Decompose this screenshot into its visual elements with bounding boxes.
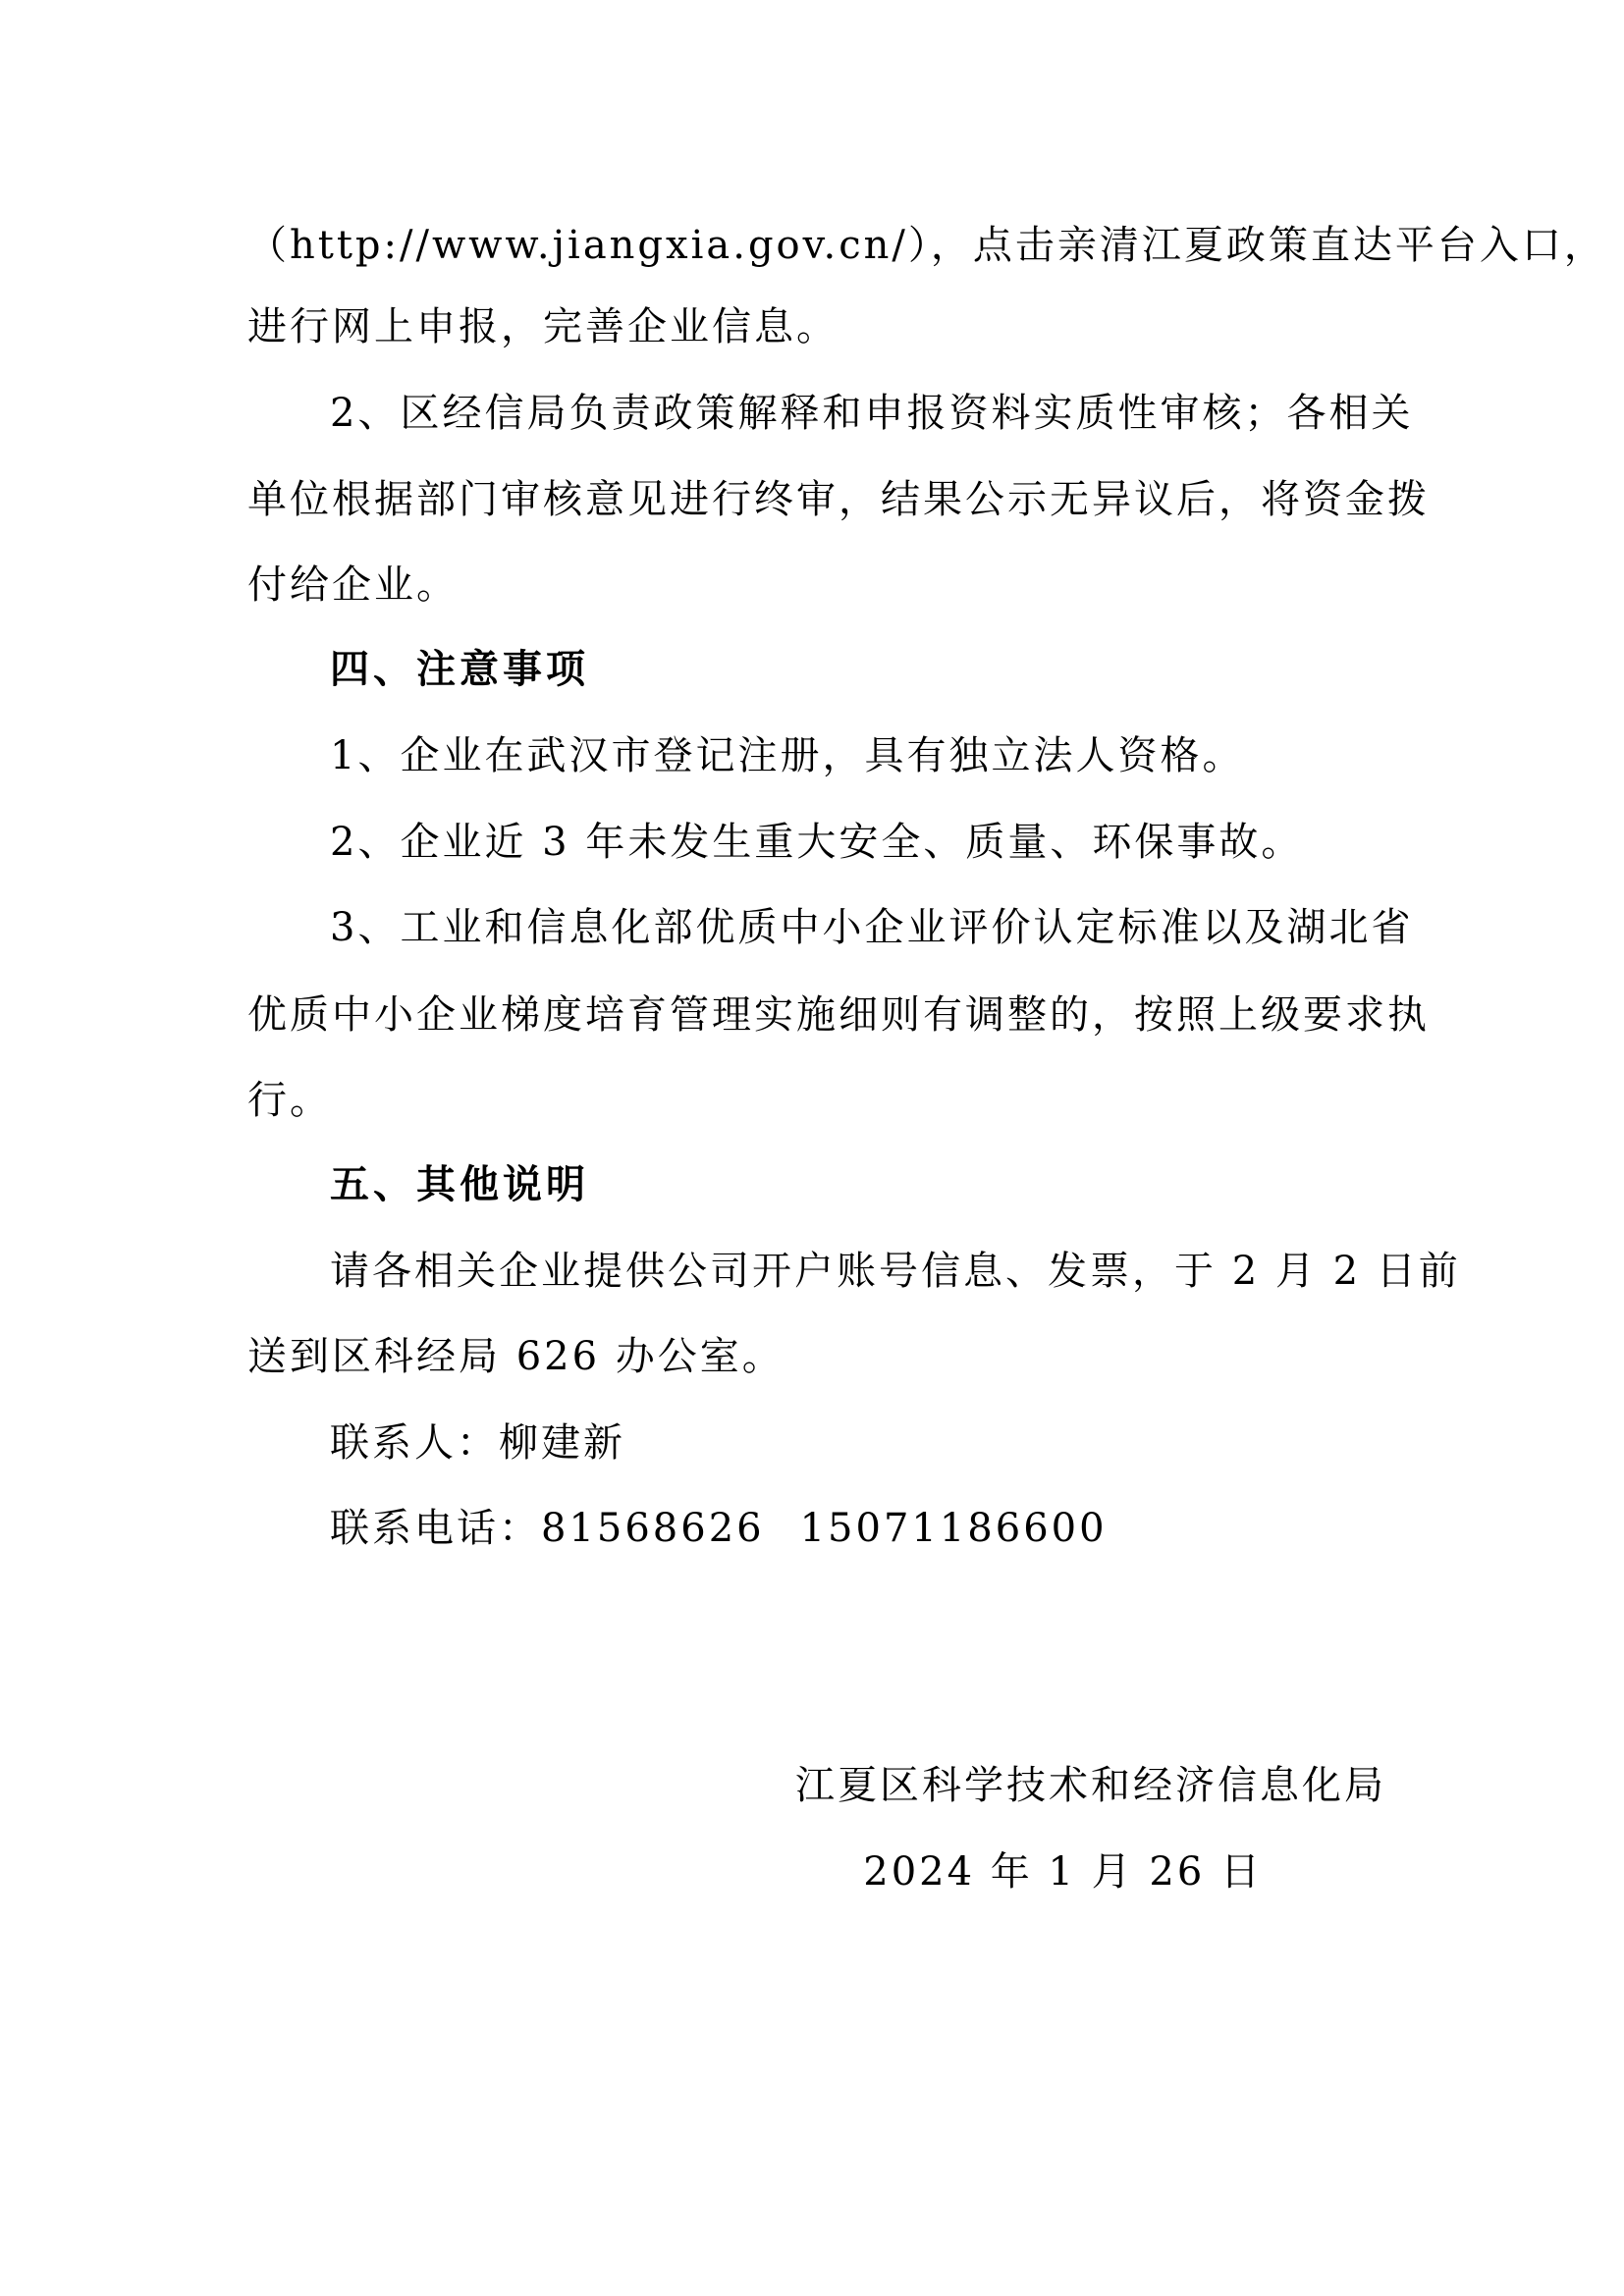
paragraph-1-line-2: 进行网上申报，完善企业信息。 (247, 304, 839, 349)
contact-person-label: 联系人： (330, 1420, 499, 1466)
section-4-item-3-line-1: 3、工业和信息化部优质中小企业评价认定标准以及湖北省 (330, 905, 1414, 950)
section-4-item-3-line-3: 行。 (247, 1078, 332, 1123)
section-5-heading: 五、其他说明 (330, 1162, 589, 1207)
section-4-item-2: 2、企业近 3 年未发生重大安全、质量、环保事故。 (330, 820, 1304, 865)
contact-phone-label: 联系电话： (330, 1506, 541, 1551)
paragraph-2-line-2: 单位根据部门审核意见进行终审，结果公示无异议后，将资金拨 (247, 477, 1430, 522)
section-5-body-line-2: 送到区科经局 626 办公室。 (247, 1334, 785, 1379)
contact-phone-1: 81568626 (541, 1506, 765, 1551)
contact-phone-2: 15071186600 (799, 1506, 1108, 1551)
section-4-item-3-line-2: 优质中小企业梯度培育管理实施细则有调整的，按照上级要求执 (247, 992, 1430, 1038)
contact-person-row (330, 1419, 1386, 1467)
paragraph-2-line-3: 付给企业。 (247, 562, 459, 608)
section-5-body-line-1: 请各相关企业提供公司开户账号信息、发票，于 2 月 2 日前 (330, 1249, 1461, 1294)
paragraph-1-line-1: （http://www.jiangxia.gov.cn/），点击亲清江夏政策直达平台入口， (247, 223, 1606, 268)
contact-phone-row (330, 1505, 1386, 1552)
section-4-heading: 四、注意事项 (330, 647, 589, 692)
signature-date: 2024 年 1 月 26 日 (863, 1849, 1263, 1895)
contact-person-name: 柳建新 (499, 1420, 625, 1466)
section-4-item-1: 1、企业在武汉市登记注册，具有独立法人资格。 (330, 733, 1245, 778)
signature-organization: 江夏区科学技术和经济信息化局 (795, 1763, 1386, 1808)
paragraph-2-line-1: 2、区经信局负责政策解释和申报资料实质性审核；各相关 (330, 391, 1414, 436)
